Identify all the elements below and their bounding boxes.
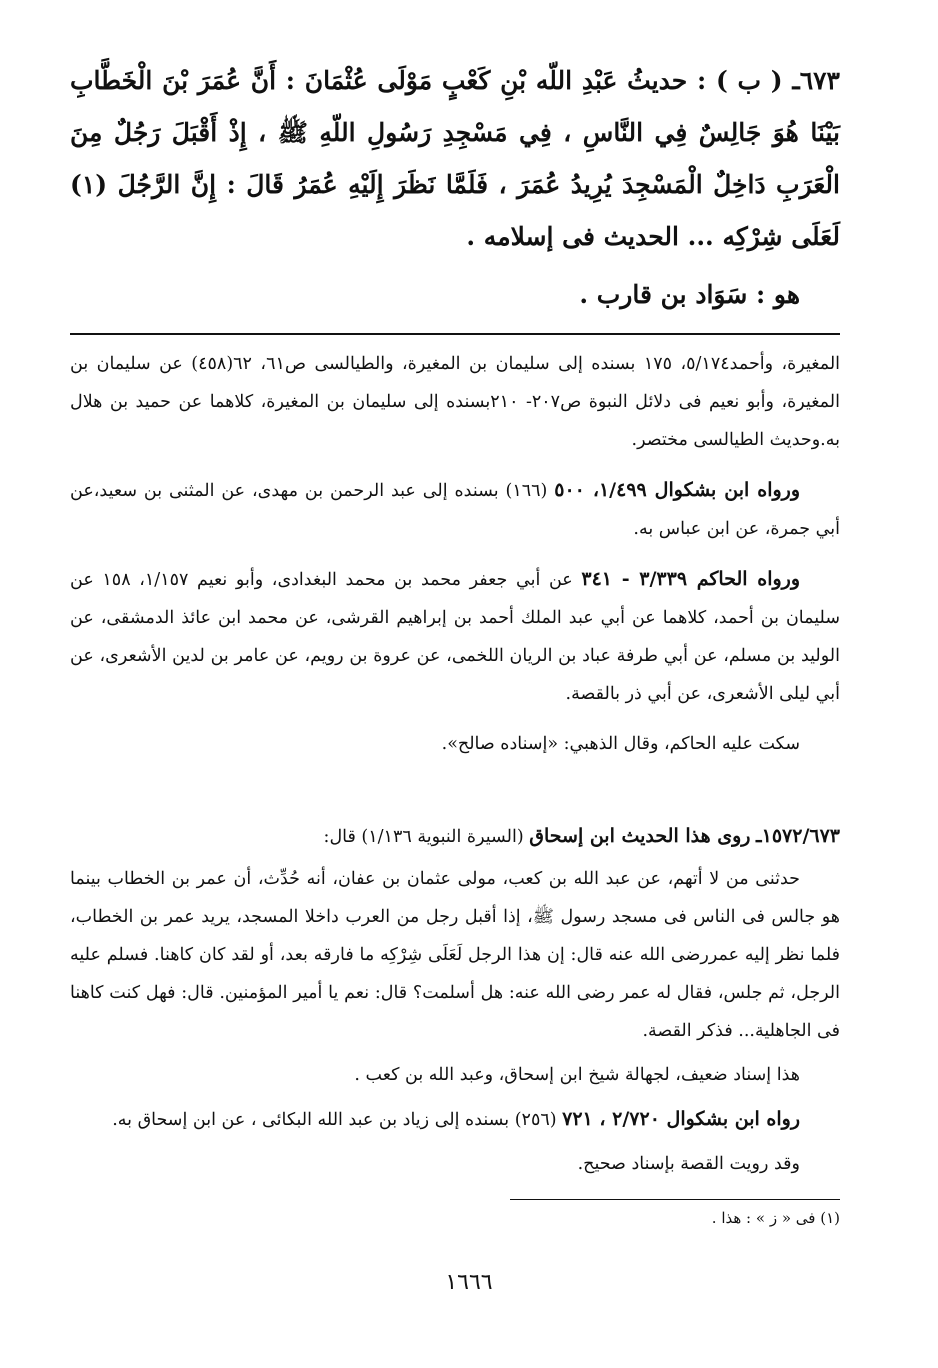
note-lead: ورواه الحاكم ٣/٣٣٩ - ٣٤١ bbox=[581, 568, 801, 590]
bashkuwal-lead: رواه ابن بشكوال ٢/٧٢٠ ، ٧٢١ bbox=[562, 1108, 800, 1130]
section-source: (السيرة النبوية ١/١٣٦) قال: bbox=[323, 827, 530, 847]
narrator-identification: هو : سَوَاد بن قارب . bbox=[579, 280, 800, 309]
note-paragraph bbox=[70, 471, 840, 548]
hadith-heading bbox=[70, 55, 840, 263]
hadith-text: ( ب ) : حديثُ عَبْدِ اللّه بْنِ كَعْبٍ مَوْلَى عُثْمَانَ : أَنَّ عُمَرَ بْنَ الْخَطَّابِ بَيْنَا هُوَ جَالِسٌ فِي النَّاسِ ، فِي مَسْجِدِ رَسُولِ اللّهِ ﷺ ، إِذْ أَقْبَلَ رَجُلٌ مِنَ الْعَرَبِ دَاخِلٌ الْمَسْجِدَ يُرِيدُ عُمَرَ ، فَلَمَّا نَظَرَ إِلَيْهِ عُمَرُ قَالَ : إِنَّ الرَّجُلَ (١) لَعَلَى شِرْكِه ... الحديث فى إسلامه . bbox=[70, 66, 840, 251]
section-bashkuwal bbox=[70, 1100, 840, 1139]
hadith-number: ٦٧٣ـ bbox=[792, 66, 840, 95]
note-text: (١٦٦) بسنده إلى عبد الرحمن بن مهدى، عن المثنى بن سعيد،عن أبي جمرة، عن ابن عباس به. bbox=[70, 481, 840, 539]
section-heading bbox=[70, 817, 840, 856]
bashkuwal-text: (٢٥٦) بسنده إلى زياد بن عبد الله البكائى ، عن ابن إسحاق به. bbox=[112, 1110, 563, 1130]
note-text: عن أبي جعفر محمد بن محمد البغدادى، وأبو نعيم ١/١٥٧، ١٥٨ عن سليمان بن أحمد، كلاهما عن أبي عبد الملك أحمد بن إبراهيم القرشى، عن محمد ابن عائذ الدمشقى، عن الوليد بن مسلم، عن أبي طرفة عباد بن الريان اللخمى، عن عروة بن رويم، عن عامر بن لدين الأشعرى، عن أبي ليلى الأشعرى، عن أبي ذر بالقصة. bbox=[70, 570, 840, 704]
note-text: سكت عليه الحاكم، وقال الذهبي: «إسناده صالح». bbox=[441, 734, 800, 754]
page-content bbox=[70, 55, 840, 1232]
footnote: (١) فى « ز » : هذا . bbox=[711, 1209, 840, 1227]
note-paragraph bbox=[70, 725, 840, 763]
section-closing: وقد رويت القصة بإسناد صحيح. bbox=[577, 1154, 800, 1174]
page-number: ١٦٦٦ bbox=[445, 1270, 493, 1295]
footnote-separator bbox=[510, 1199, 840, 1200]
note-paragraph bbox=[70, 560, 840, 713]
note-paragraph bbox=[70, 345, 840, 459]
separator-line bbox=[70, 333, 840, 335]
section-title: روى هذا الحديث ابن إسحاق bbox=[529, 825, 751, 847]
note-lead: ورواه ابن بشكوال ١/٤٩٩، ٥٠٠ bbox=[554, 479, 801, 501]
section-verdict: هذا إسناد ضعيف، لجهالة شيخ ابن إسحاق، وعبد الله بن كعب . bbox=[354, 1065, 800, 1085]
section-gap bbox=[70, 775, 840, 817]
note-text: المغيرة، وأحمد٥/١٧٤، ١٧٥ بسنده إلى سليمان بن المغيرة، والطيالسى ص٦١، ٦٢(٤٥٨) عن سليمان بن المغيرة، وأبو نعيم فى دلائل النبوة ص٢٠٧- ٢١٠بسنده إلى سليمان بن المغيرة، كلاهما عن حميد بن هلال به.وحديث الطيالسى مختصر. bbox=[70, 354, 841, 450]
section-body: حدثنى من لا أتهم، عن عبد الله بن كعب، مولى عثمان بن عفان، أنه حُدِّث، أن عمر بن الخطاب بينما هو جالس فى الناس فى مسجد رسول ﷺ، إذا أقبل رجل من العرب داخلا المسجد، يريد عمر بن الخطاب، فلما نظر إليه عمررضى الله عنه قال: إن هذا الرجل لَعَلَى شِرْكِه ما فارقه بعد، أو لقد كان كاهنا. فسلم عليه الرجل، ثم جلس، فقال له عمر رضى الله عنه: هل أسلمت؟ قال: نعم يا أمير المؤمنين. قال: فهل كنت كاهنا فى الجاهلية... فذكر القصة. bbox=[70, 869, 840, 1041]
section-number: ١٥٧٢/٦٧٣ـ bbox=[756, 825, 840, 847]
